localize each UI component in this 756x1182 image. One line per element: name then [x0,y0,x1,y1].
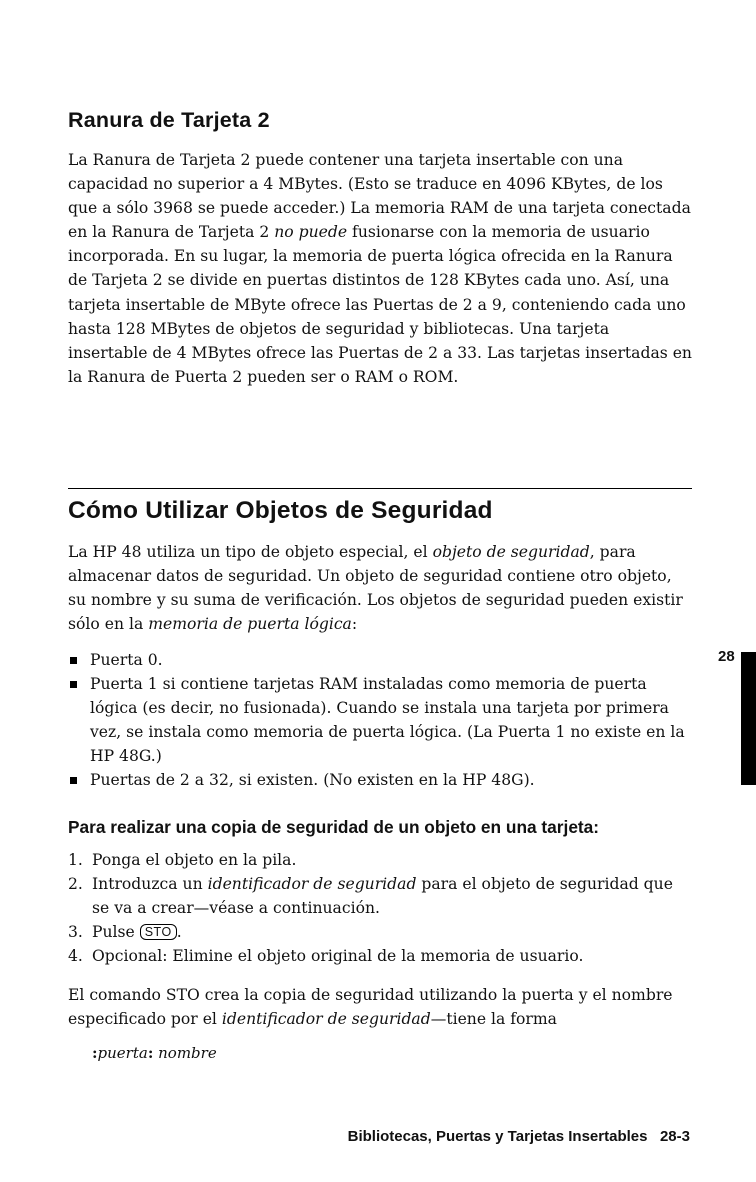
step-number: 3. [68,923,83,941]
list-item [68,648,692,672]
identifier-syntax [92,1044,217,1062]
list-item-text: Puertas de 2 a 32, si existen. (No existen en la HP 48G). [90,771,535,789]
step-item [68,848,692,872]
term-port-memory: memoria de puerta lógica [148,615,352,633]
description-text-a: El comando STO crea la copia de seguridad utilizando la puerta y el nombre especificado por el [68,986,673,1028]
paragraph-text-end: fusionarse con la memoria de usuario incorporada. En su lugar, la memoria de puerta lógica ofrecida en la Ranura de Tarjeta 2 se divide en puertas distintos de 128 KBytes cada uno. Así, una tarjeta insertable de MByte ofrece las Puertas de 2 a 9, conteniendo cada uno hasta 128 MBytes de objetos de seguridad y bibliotecas. Una tarjeta insertable de 4 MBytes ofrece las Puertas de 2 a 33. Las tarjetas insertadas en la Ranura de Puerta 2 pueden ser o RAM o ROM. [68,223,692,386]
term-backup-identifier: identificador de seguridad [207,875,417,893]
syntax-colon: : [92,1044,98,1062]
step-item [68,920,692,944]
step-text: Pulse [92,923,140,941]
term-backup-object: objeto de seguridad [432,543,590,561]
page-footer: Bibliotecas, Puertas y Tarjetas Insertables 28-3 [347,1128,690,1145]
list-item-text: Puerta 0. [90,651,163,669]
section-divider [68,488,692,489]
step-text: . [176,923,182,941]
bullet-icon [70,681,77,688]
port-list [68,648,692,792]
step-text: para el objeto de seguridad que se va a crear—véase a continuación. [92,875,673,917]
sto-key-icon: STO [140,924,177,940]
list-item-text: Puerta 1 si contiene tarjetas RAM instaladas como memoria de puerta lógica (es decir, no fusionada). Cuando se instala una tarjeta por primera vez, se instala como memoria de puerta lógica. (La Puerta 1 no existe en la HP 48G.) [90,675,685,765]
chapter-tab-number: 28 [718,648,735,665]
backup-objects-intro [68,540,692,636]
bullet-icon [70,777,77,784]
section-heading-card-slot-2: Ranura de Tarjeta 2 [68,108,270,132]
procedure-heading: Para realizar una copia de seguridad de un objeto en una tarjeta: [68,817,600,837]
chapter-tab-bar [741,652,756,785]
intro-text-a: La HP 48 utiliza un tipo de objeto especial, el [68,543,433,561]
step-text: Introduzca un [92,875,208,893]
step-text: Opcional: Elimine el objeto original de la memoria de usuario. [92,947,584,965]
step-item [68,944,692,968]
step-text: Ponga el objeto en la pila. [92,851,297,869]
section-heading-backup-objects: Cómo Utilizar Objetos de Seguridad [68,497,493,524]
intro-text-c: : [351,615,358,633]
intro-text-b: , para almacenar datos de seguridad. Un objeto de seguridad contiene otro objeto, su nombre y su suma de verificación. Los objetos de seguridad pueden existir sólo en la [68,543,683,633]
procedure-steps [68,848,692,968]
emphasis-text: no puede [274,223,348,242]
term-backup-identifier: identificador de seguridad [221,1010,431,1028]
sto-description [68,983,692,1031]
step-item [68,872,692,920]
description-text-b: —tiene la forma [430,1010,557,1028]
step-number: 1. [68,851,83,869]
syntax-colon: : [147,1044,154,1062]
card-slot-2-paragraph [68,148,692,389]
bullet-icon [70,657,77,664]
paragraph-text: La Ranura de Tarjeta 2 puede contener una tarjeta insertable con una capacidad no superior a 4 MBytes. (Esto se traduce en 4096 KBytes, de los que a sólo 3968 se puede acceder.) La memoria RAM de una tarjeta conectada en la Ranura de Tarjeta 2 [68,151,691,242]
step-number: 2. [68,875,83,893]
list-item [68,672,692,768]
step-number: 4. [68,947,83,965]
list-item [68,768,692,792]
syntax-name: nombre [153,1044,217,1062]
syntax-port: puerta [97,1044,148,1062]
